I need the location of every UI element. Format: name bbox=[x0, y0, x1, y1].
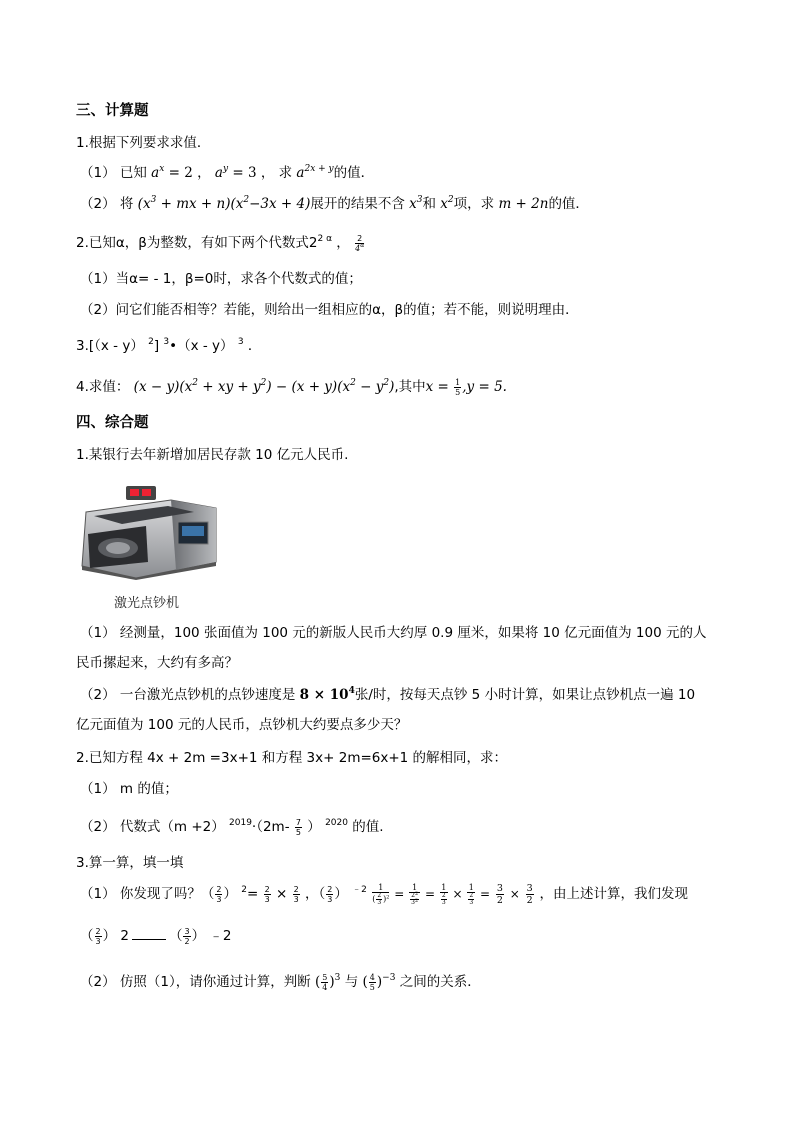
cash-counting-machine-image bbox=[76, 482, 222, 580]
s4-q3-part1-line2: （ $\frac{2}{3}$ ） 2 （ $\frac{3}{2}$ ） ﹣2 bbox=[80, 926, 232, 946]
q2-fraction: $\frac{2}{4^\alpha}$ bbox=[355, 233, 365, 253]
s4-q2-part1: （1） m 的值； bbox=[80, 781, 178, 797]
q2-stem: 2.已知α，β为整数，有如下两个代数式$2^{2 \alpha}$ ， $\frac{2}{4^\alpha}$ bbox=[76, 233, 365, 253]
q1-part1: （1） 已知 $a^x = 2$ ， $a^y = 3$ ， 求 $a^{2x + y}$的值． bbox=[80, 164, 375, 181]
q2-part2: （2）问它们能否相等？若能，则给出一组相应的α，β的值；若不能，则说明理由． bbox=[80, 302, 579, 318]
s4-q1-part1-line1: （1） 经测量，100 张面值为 100 元的新版人民币大约厚 0.9 厘米，如果将 10 亿元面值为 100 元的人 bbox=[80, 625, 707, 641]
s4-q3-part2: （2） 仿照（1），请你通过计算，判断 ( $\frac{5}{4}$ )$^3$ 与 ( $\frac{4}{5}$ )$^{-3}$ 之间的关系． bbox=[80, 973, 481, 992]
section-heading-comprehensive: 四、综合题 bbox=[76, 415, 149, 431]
q1-part2: （2） 将 ($x^3$ + mx + $n)(x^2-3x + 4)$展开的结果不含 $x^3$和 $x^2$项，求 m + 2n的值． bbox=[80, 195, 589, 212]
q4-expression: 4.求值： $(x - y)(x^2$ + xy + $y^2) - (x + y)(x^2 - y^2)$,其中x = $\frac{1}{5}$ ,y = 5. bbox=[76, 377, 507, 397]
s4-q1-stem: 1.某银行去年新增加居民存款 10 亿元人民币. bbox=[76, 447, 349, 463]
q2-part1: （1）当α= - 1，β=0时，求各个代数式的值； bbox=[80, 271, 362, 287]
s4-q2-part2: （2） 代数式（m +2） $^{2019}$·（2m- $\frac{7}{5}$ ） $^{2020}$ 的值. bbox=[80, 817, 384, 837]
answer-blank[interactable] bbox=[132, 927, 166, 940]
q1-stem: 1.根据下列要求求值． bbox=[76, 135, 211, 151]
s4-q1-part1-line2: 民币摞起来，大约有多高？ bbox=[76, 655, 238, 671]
section-heading-calculation: 三、计算题 bbox=[76, 103, 149, 119]
image-caption: 激光点钞机 bbox=[114, 596, 180, 611]
s4-q1-part2-line2: 亿元面值为 100 元的人民币，点钞机大约要点多少天？ bbox=[76, 717, 408, 733]
s4-q3-part1-line1: （1） 你发现了吗？（ $\frac{2}{3}$ ） $^2$= $\frac{2}{3}$ × $\frac{2}{3}$ ，（ $\frac{2}{3}$ ） $^{﹣2}$ 1 ( $\frac{2}{3}$ )$^2$ = $\frac{1}{\frac{2^2}{3^2}}$ = $\frac{1}{\frac{2}{3}}$ × $\frac{1}{\frac{2}{3}}$ = $\frac{3}{2}$ × $\frac{3}{2}$ ，由上述计算，我们发现 bbox=[80, 883, 688, 906]
s4-q2-stem: 2.已知方程 4x + 2m =3x+1 和方程 3x+ 2m=6x+1 的解相同，求： bbox=[76, 750, 508, 766]
q3-expression: 3.[（x - y） $^2$] $^3$•（x - y） $^3$ ． bbox=[76, 337, 262, 354]
s4-q3-stem: 3.算一算，填一填 bbox=[76, 855, 184, 871]
s4-q1-part2-line1: （2） 一台激光点钞机的点钞速度是 $8 \times 10^4$张/时，按每天点钞 5 小时计算，如果让点钞机点一遍 10 bbox=[80, 686, 696, 703]
